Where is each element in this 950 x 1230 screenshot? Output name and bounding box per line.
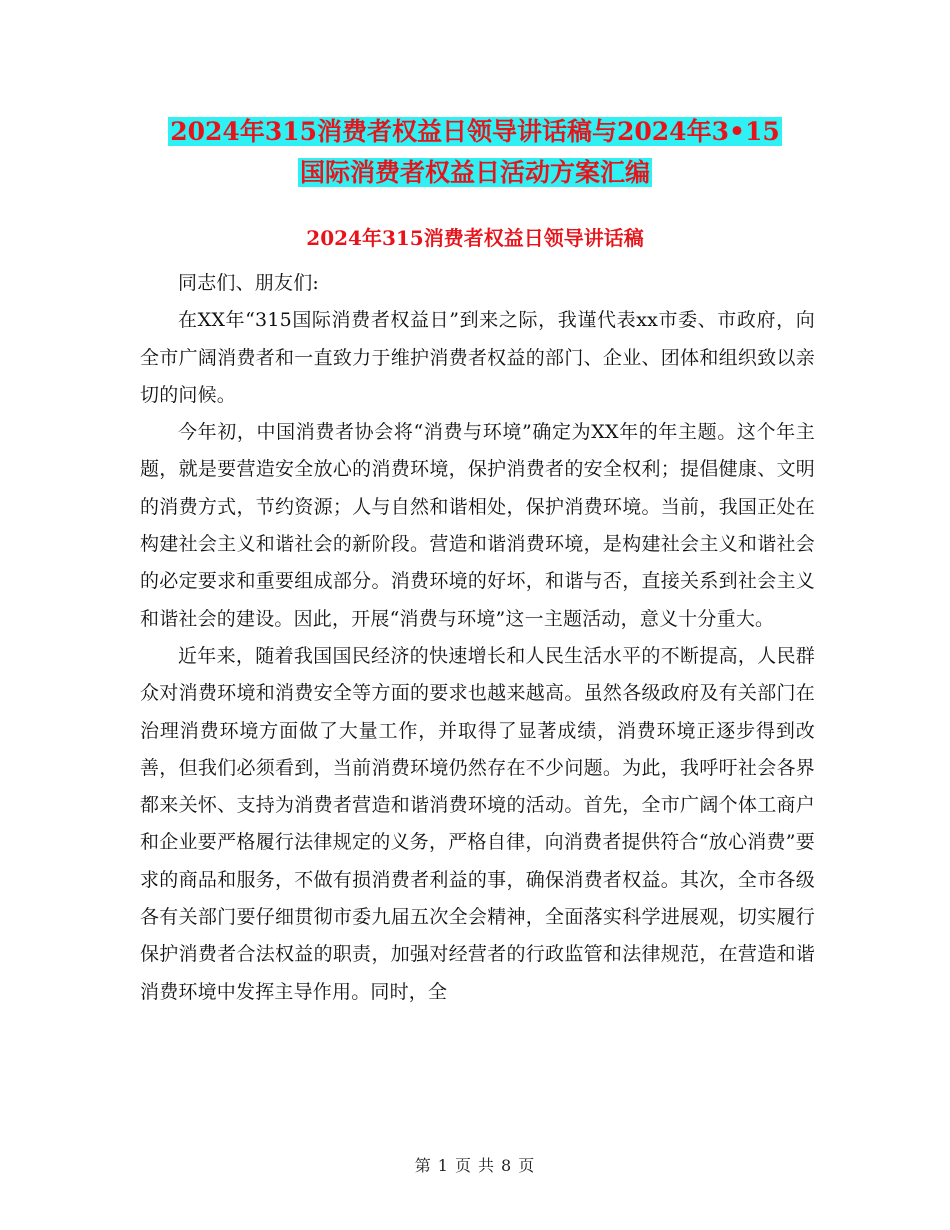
page-footer <box>0 1153 950 1176</box>
section-heading: 2024年315消费者权益日领导讲话稿 <box>306 226 644 250</box>
document-title-line-2 <box>0 153 950 193</box>
footer-prefix: 第 <box>414 1156 432 1175</box>
title-highlight: 2024年315消费者权益日领导讲话稿与2024年3•15 <box>170 117 780 146</box>
footer-page-number: 1 <box>437 1156 449 1175</box>
body-text <box>140 265 815 1011</box>
title-highlight: 国际消费者权益日活动方案汇编 <box>299 158 650 187</box>
footer-total-pages: 8 <box>501 1156 513 1175</box>
paragraph-1: 在XX年“315国际消费者权益日”到来之际，我谨代表xx市委、市政府，向全市广阔消费者和一直致力于维护消费者权益的部门、企业、团体和组织致以亲切的问候。 <box>140 309 815 406</box>
salutation: 同志们、朋友们: <box>178 272 320 294</box>
footer-total-word: 共 <box>478 1156 496 1175</box>
footer-page-word: 页 <box>454 1156 472 1175</box>
document-title-line-1 <box>0 112 950 152</box>
footer-suffix: 页 <box>518 1156 536 1175</box>
paragraph-3: 近年来，随着我国国民经济的快速增长和人民生活水平的不断提高，人民群众对消费环境和消费安全等方面的要求也越来越高。虽然各级政府及有关部门在治理消费环境方面做了大量工作，并取得了显著成绩，消费环境正逐步得到改善，但我们必须看到，当前消费环境仍然存在不少问题。为此，我呼吁社会各界都来关怀、支持为消费者营造和谐消费环境的活动。首先，全市广阔个体工商户和企业要严格履行法律规定的义务，严格自律，向消费者提供符合“放心消费”要求的商品和服务，不做有损消费者利益的事，确保消费者权益。其次，全市各级各有关部门要仔细贯彻市委九届五次全会精神，全面落实科学进展观，切实履行保护消费者合法权益的职责，加强对经营者的行政监管和法律规范，在营造和谐消费环境中发挥主导作用。同时，全 <box>140 644 815 1003</box>
paragraph-2: 今年初，中国消费者协会将“消费与环境”确定为XX年的年主题。这个年主题，就是要营造安全放心的消费环境，保护消费者的安全权利；提倡健康、文明的消费方式，节约资源；人与自然和谐相处，保护消费环境。当前，我国正处在构建社会主义和谐社会的新阶段。营造和谐消费环境，是构建社会主义和谐社会的必定要求和重要组成部分。消费环境的好坏，和谐与否，直接关系到社会主义和谐社会的建设。因此，开展“消费与环境”这一主题活动，意义十分重大。 <box>140 421 815 630</box>
